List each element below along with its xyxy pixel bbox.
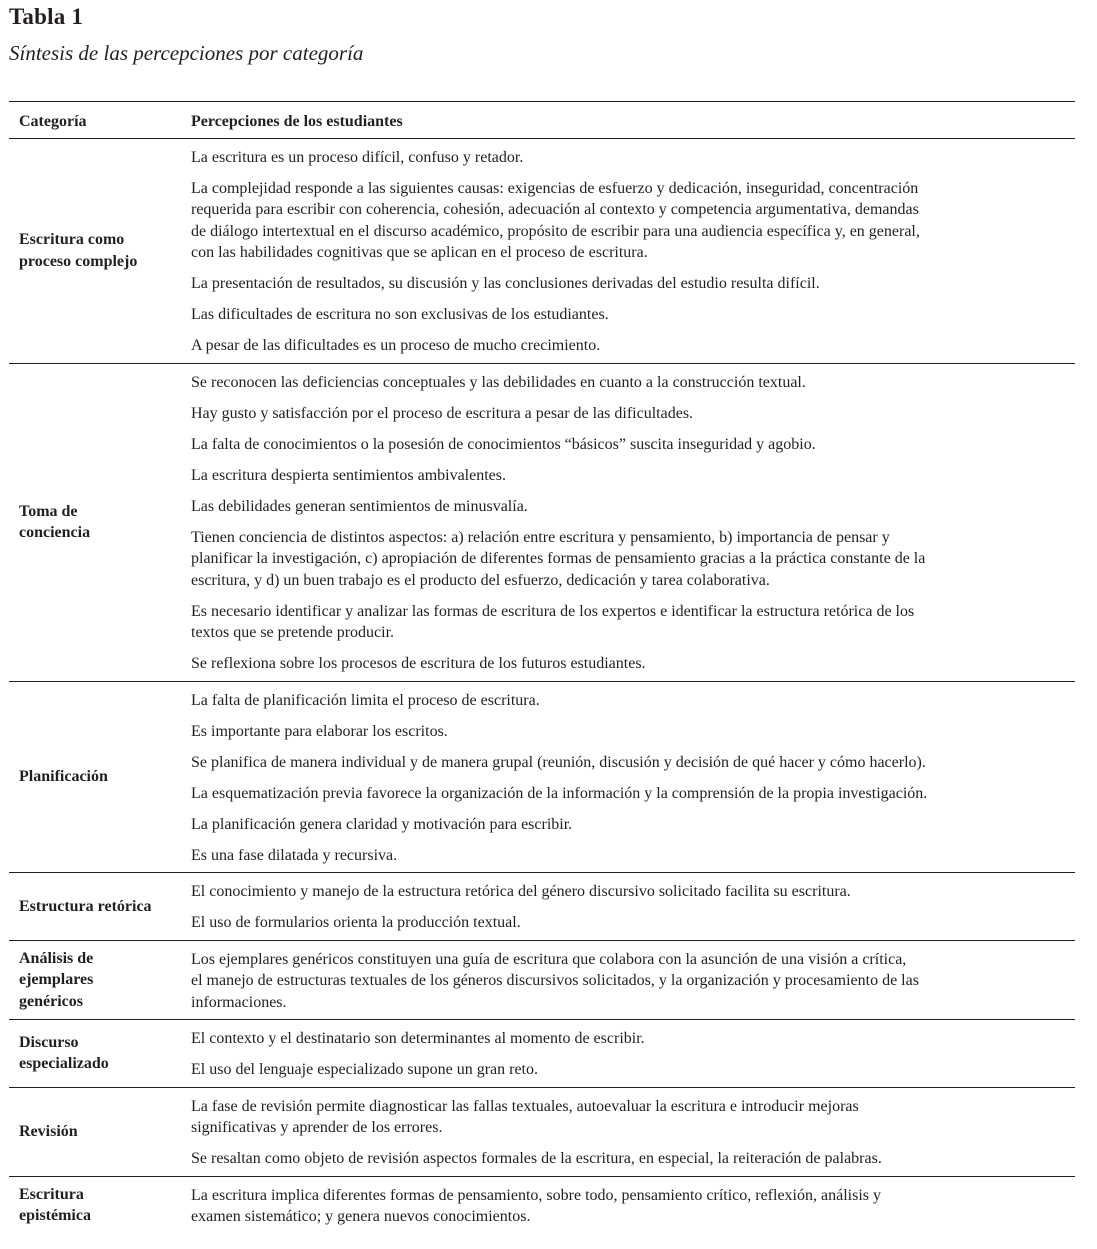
perception-item <box>191 527 1065 592</box>
category-line: ejemplares <box>19 971 94 988</box>
perception-line: requerida para escribir con coherencia, cohesión, adecuación al contexto y competencia argumentativa, demandas <box>191 201 919 218</box>
perception-item <box>191 783 1065 805</box>
perception-line: El conocimiento y manejo de la estructura retórica del género discursivo solicitado facilita su escritura. <box>191 883 851 900</box>
perception-line: La escritura despierta sentimientos ambivalentes. <box>191 466 506 484</box>
perception-line: La fase de revisión permite diagnosticar las fallas textuales, autoevaluar la escritura e introducir mejoras <box>191 1097 859 1115</box>
category-line: Estructura retórica <box>19 897 152 915</box>
header-perceptions: Percepciones de los estudiantes <box>191 102 1075 139</box>
table-body <box>9 138 1075 1234</box>
perceptions-cell <box>191 138 1075 363</box>
category-line: Revisión <box>19 1122 78 1140</box>
perception-item <box>191 496 1065 518</box>
header-category: Categoría <box>9 102 191 139</box>
perception-line: examen sistemático; y genera nuevos conocimientos. <box>191 1208 531 1225</box>
perception-item <box>191 465 1065 487</box>
category-line: Planificación <box>19 768 108 785</box>
perception-line: La esquematización previa favorece la organización de la información y la comprensión de la propia investigación. <box>191 784 928 802</box>
category-cell <box>9 138 191 363</box>
perception-line: La escritura implica diferentes formas de pensamiento, sobre todo, pensamiento crítico, reflexión, análisis y <box>191 1186 881 1204</box>
perception-item <box>191 814 1065 836</box>
table-row <box>9 1087 1075 1176</box>
perception-item <box>191 601 1065 644</box>
perception-line: Tienen conciencia de distintos aspectos: a) relación entre escritura y pensamiento, b) importancia de pensar y <box>191 528 890 546</box>
perceptions-cell <box>191 873 1075 941</box>
perception-item <box>191 1059 1065 1081</box>
category-cell <box>9 940 191 1020</box>
category-cell <box>9 681 191 873</box>
perception-line: Es una fase dilatada y recursiva. <box>191 846 398 864</box>
perception-item <box>191 690 1065 712</box>
category-cell <box>9 1176 191 1234</box>
perception-line: Se reconocen las deficiencias conceptuales y las debilidades en cuanto a la construcción textual. <box>191 373 806 391</box>
perception-item <box>191 335 1065 357</box>
perception-line: La presentación de resultados, su discusión y las conclusiones derivadas del estudio resulta difícil. <box>191 275 820 292</box>
perception-line: de diálogo intertextual en el discurso académico, propósito de escribir para una audiencia específica y, en general, <box>191 222 920 240</box>
table-row <box>9 681 1075 873</box>
perception-item <box>191 949 1065 1014</box>
category-cell <box>9 1087 191 1176</box>
perception-line: significativas y aprender de los errores. <box>191 1119 443 1136</box>
perception-item <box>191 403 1065 425</box>
category-cell <box>9 1020 191 1088</box>
perceptions-cell <box>191 681 1075 873</box>
table-row <box>9 363 1075 681</box>
perception-line: textos que se pretende producir. <box>191 624 395 641</box>
perception-item <box>191 147 1065 169</box>
perceptions-cell <box>191 1020 1075 1088</box>
perception-line: El uso de formularios orienta la producción textual. <box>191 914 521 931</box>
perception-line: Es necesario identificar y analizar las formas de escritura de los expertos e identificar la estructura retórica de los <box>191 602 915 620</box>
category-line: especializado <box>19 1055 109 1073</box>
perception-line: El contexto y el destinatario son determinantes al momento de escribir. <box>191 1030 645 1047</box>
perceptions-cell <box>191 1087 1075 1176</box>
perception-line: Es importante para elaborar los escritos. <box>191 722 448 740</box>
table-row <box>9 138 1075 363</box>
perception-item <box>191 653 1065 675</box>
perception-line: planificar la investigación, c) apropiación de diferentes formas de pensamiento gracias a la práctica constante de la <box>191 550 926 567</box>
perception-line: La complejidad responde a las siguientes causas: exigencias de esfuerzo y dedicación, inseguridad, concentración <box>191 179 919 197</box>
perception-item <box>191 1185 1065 1228</box>
perception-line: Se reflexiona sobre los procesos de escritura de los futuros estudiantes. <box>191 655 646 672</box>
perception-line: informaciones. <box>191 993 287 1011</box>
perception-line: Se planifica de manera individual y de manera grupal (reunión, discusión y decisión de qué hacer y cómo hacerlo). <box>191 753 926 771</box>
category-line: Escritura como <box>19 231 125 248</box>
perceptions-cell <box>191 1176 1075 1234</box>
perception-item <box>191 273 1065 295</box>
perception-item <box>191 372 1065 394</box>
category-line: conciencia <box>19 524 91 541</box>
table-row <box>9 1020 1075 1088</box>
table-row <box>9 873 1075 941</box>
table-row <box>9 940 1075 1020</box>
table-header-row <box>9 102 1075 139</box>
perception-line: Hay gusto y satisfacción por el proceso de escritura a pesar de las dificultades. <box>191 404 694 422</box>
category-line: Análisis de <box>19 949 94 967</box>
perception-item <box>191 1028 1065 1050</box>
perception-line: La falta de conocimientos o la posesión de conocimientos “básicos” suscita inseguridad y agobio. <box>191 435 816 453</box>
perception-line: Los ejemplares genéricos constituyen una guía de escritura que colabora con la asunción de una visión a crítica, <box>191 950 907 968</box>
perception-item <box>191 304 1065 326</box>
table-title: Tabla 1 <box>9 4 84 29</box>
perception-item <box>191 178 1065 264</box>
perception-line: el manejo de estructuras textuales de los géneros discursivos solicitados, y la organización y procesamiento de las <box>191 972 919 989</box>
perceptions-cell <box>191 940 1075 1020</box>
perception-item <box>191 1148 1065 1170</box>
perceptions-cell <box>191 363 1075 681</box>
table-row <box>9 1176 1075 1234</box>
category-line: epistémica <box>19 1207 91 1224</box>
category-line: genéricos <box>19 992 83 1010</box>
category-line: Escritura <box>19 1185 84 1203</box>
category-cell <box>9 363 191 681</box>
perception-line: El uso del lenguaje especializado supone un gran reto. <box>191 1061 538 1078</box>
perception-item <box>191 845 1065 867</box>
perception-line: escritura, y d) un buen trabajo es el producto del esfuerzo, dedicación y tarea colaborativa. <box>191 571 770 589</box>
perception-line: La planificación genera claridad y motivación para escribir. <box>191 815 573 833</box>
perception-line: La falta de planificación limita el proceso de escritura. <box>191 691 540 709</box>
perceptions-table <box>9 101 1075 1234</box>
perception-line: Las dificultades de escritura no son exclusivas de los estudiantes. <box>191 306 609 323</box>
perception-line: A pesar de las dificultades es un proceso de mucho crecimiento. <box>191 337 601 354</box>
perception-line: Se resaltan como objeto de revisión aspectos formales de la escritura, en especial, la reiteración de palabras. <box>191 1150 882 1167</box>
perception-item <box>191 912 1065 934</box>
perception-item <box>191 1096 1065 1139</box>
table-subtitle: Síntesis de las percepciones por categoría <box>9 41 364 65</box>
category-cell <box>9 873 191 941</box>
category-line: proceso complejo <box>19 252 138 270</box>
perception-item <box>191 881 1065 903</box>
perception-line: con las habilidades cognitivas que se aplican en el proceso de escritura. <box>191 244 648 261</box>
perception-item <box>191 721 1065 743</box>
perception-item <box>191 752 1065 774</box>
perception-line: Las debilidades generan sentimientos de minusvalía. <box>191 497 528 515</box>
category-line: Toma de <box>19 502 78 520</box>
category-line: Discurso <box>19 1033 79 1051</box>
perception-item <box>191 434 1065 456</box>
perception-line: La escritura es un proceso difícil, confuso y retador. <box>191 148 524 166</box>
